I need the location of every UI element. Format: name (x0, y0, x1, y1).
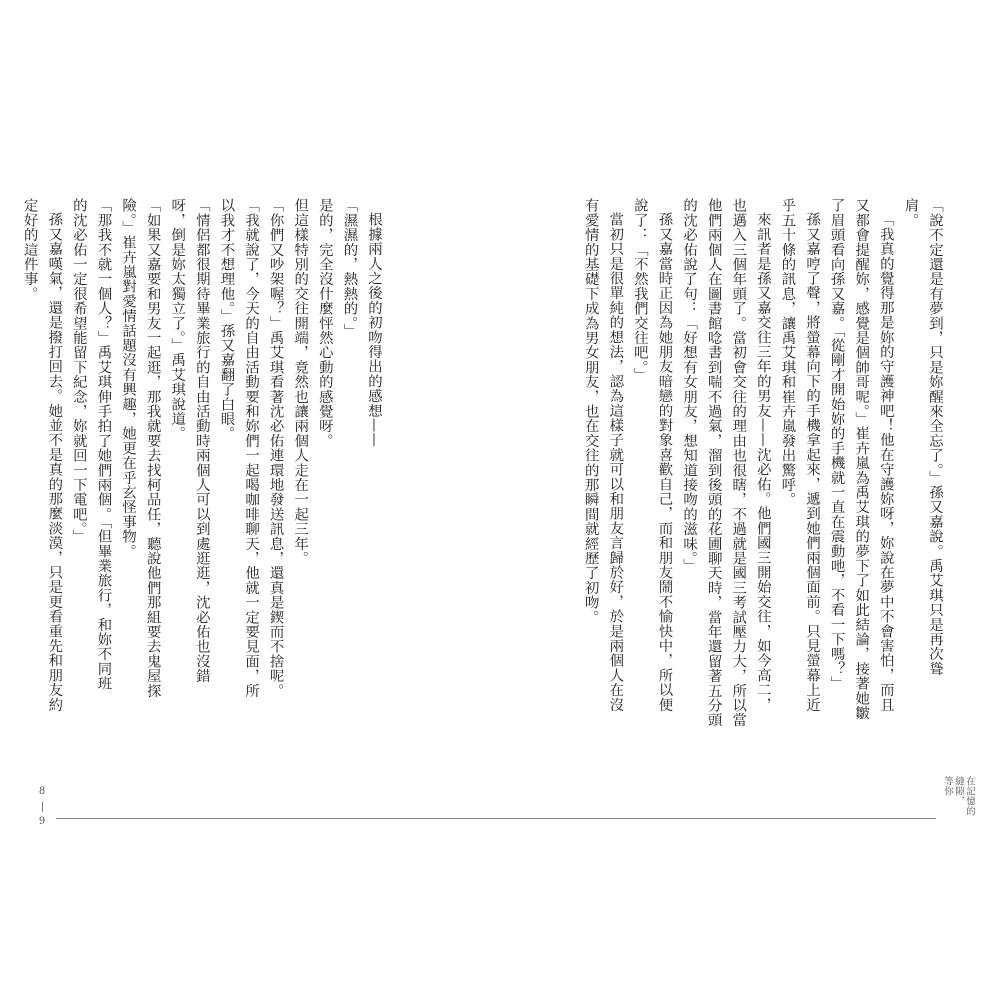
running-title-line: 縫隙， (953, 776, 964, 806)
paragraph-line: 「我真的覺得那是妳的守護神吧！他在守護妳呀，妳說在夢中不會害怕，而且 (877, 212, 894, 713)
paragraph-line: 「你們又吵架喔？」禹艾琪看著沈必佑連環地發送訊息，還真是鍥而不捨呢。 (267, 198, 284, 698)
page-number-right: 9 (38, 816, 46, 827)
right-page-text (582, 198, 947, 808)
paragraph-line: 是的，完全沒什麼怦然心動的感覺呀。 (316, 198, 333, 448)
paragraph-line: 根據兩人之後的初吻得出的感想—— (366, 212, 382, 448)
paragraph-line: 了眉頭看向孫又嘉。「從剛才開始妳的手機就一直在震動吔，不看一下嗎？」 (828, 198, 845, 691)
paragraph-line: 「如果又嘉要和男友一起逛，那我就要去找柯品任，聽說他們那組要去鬼屋探 (144, 198, 161, 698)
paragraph-line: 他們兩個人在圖書館唸書到喘不過氣，溜到後頭的花圃聊天時，當年還留著五分頭 (705, 198, 722, 728)
paragraph-line: 乎五十條的訊息，讓禹艾琪和崔卉嵐發出驚呼。 (779, 198, 796, 507)
paragraph-line: 「情侶都很期待畢業旅行的自由活動時兩個人可以到處逛逛，沈必佑也沒錯 (193, 198, 210, 684)
paragraph-line: 但這樣特別的交往開端，竟然也讓兩個人走在一起三年。 (292, 198, 309, 566)
paragraph-line: 以我才不想理他。」孫又嘉翻了白眼。 (218, 198, 235, 441)
paragraph-line: 的沈必佑一定很希望能留下紀念，妳就回一下電吧。」 (70, 198, 87, 544)
paragraph-line: 孫又嘉嘆氣，還是撥打回去。她並不是真的那麼淡漠，只是更看重先和朋友約 (46, 212, 63, 713)
paragraph-line: 也邁入三個年頭了。當初會交往的理由也很瞎，不過就是國三考試壓力大，所以當 (730, 198, 747, 728)
paragraph-line: 有愛情的基礎下成為男女朋友，也在交往的那瞬間就經歷了初吻。 (582, 198, 599, 625)
paragraph-line: 定好的這件事。 (21, 198, 38, 301)
paragraph-line: 孫又嘉當時正因為她朋友暗戀的對象喜歡自己，而和朋友鬧不愉快中，所以便 (656, 212, 673, 713)
paragraph-line: 當初只是很單純的想法，認為這樣子就可以和朋友言歸於好，於是兩個人在沒 (607, 212, 624, 713)
paragraph-line: 又都會提醒妳，感覺是個帥哥呢。」崔卉嵐為禹艾琪的夢下了如此結論，接著她皺 (853, 198, 870, 720)
left-page-text (21, 198, 386, 808)
paragraph-line: 「濕濕的，熱熱的。」 (341, 198, 358, 338)
paragraph-line: 「我就說了，今天的自由活動要和妳們一起喝咖啡聊天，他就一定要見面，所 (243, 198, 260, 698)
paragraph-line: 「那我不就一個人？」禹艾琪伸手拍了她們兩個。「但畢業旅行，和妳不同班 (95, 198, 112, 691)
paragraph-line: 的沈必佑說了句：「好想有女朋友，想知道接吻的滋味。」 (681, 198, 698, 573)
page-number-separator (42, 802, 43, 812)
paragraph-line: 「說不定還是有夢到，只是妳醒來全忘了。」孫又嘉說。禹艾琪只是再次聳 (927, 198, 943, 676)
paragraph-line: 孫又嘉哼了聲，將螢幕向下的手機拿起來，遞到她們兩個面前。只見螢幕上近 (804, 212, 821, 713)
running-title-line: 等你 (942, 776, 953, 796)
page-numbers (30, 784, 54, 830)
paragraph-line: 說了：「不然我們交往吧。」 (631, 198, 648, 382)
running-title-line: 在記憶的 (964, 776, 975, 816)
paragraph-line: 肩。 (902, 198, 919, 228)
footer-rule (56, 818, 936, 819)
paragraph-line: 來訊者是孫又嘉交往三年的男友——沈必佑。他們國三開始交往，如今高二， (754, 212, 771, 713)
page-number-left: 8 (38, 786, 46, 797)
paragraph-line: 呀，倒是妳太獨立了。」禹艾琪說道。 (169, 198, 186, 441)
running-title (927, 776, 975, 836)
paragraph-line: 險。」崔卉嵐對愛情話題沒有興趣，她更在乎玄怪事物。 (120, 198, 137, 559)
